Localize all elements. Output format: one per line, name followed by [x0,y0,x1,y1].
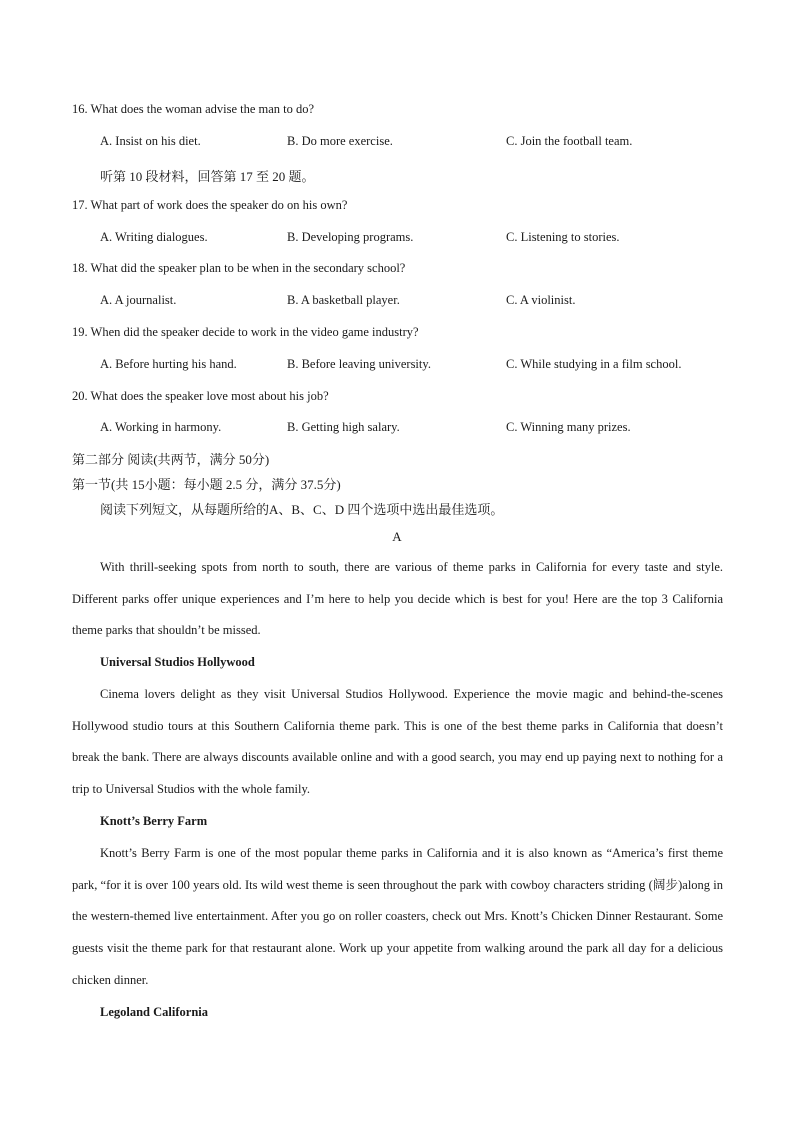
q16-option-b: B. Do more exercise. [287,134,393,148]
q17-option-c: C. Listening to stories. [506,230,620,244]
q19-option-b: B. Before leaving university. [287,357,431,371]
question-18: 18. What did the speaker plan to be when in the secondary school? [72,261,406,275]
part2-title: 第二部分 阅读(共两节，满分 50分) [72,452,270,467]
reading-instruction: 阅读下列短文，从每题所给的A、B、C、D 四个选项中选出最佳选项。 [100,502,504,517]
q17-option-b: B. Developing programs. [287,230,414,244]
park2-title: Knott’s Berry Farm [100,814,208,828]
q19-option-c: C. While studying in a film school. [506,357,682,371]
question-19: 19. When did the speaker decide to work in the video game industry? [72,325,419,339]
q18-option-b: B. A basketball player. [287,293,400,307]
park3-title: Legoland California [100,1005,208,1019]
q18-option-c: C. A violinist. [506,293,576,307]
q20-option-b: B. Getting high salary. [287,420,400,434]
park1-text: Cinema lovers delight as they visit Universal Studios Hollywood. Experience the movie magic and behind-the-scenes Hollywood studio tours at this Southern California theme park. This is one of the best theme parks in California that doesn’t break the bank. There are always discounts available online and with a good search, you may end up paying next to nothing for a trip to Universal Studios with the whole family. [72,687,723,797]
question-20: 20. What does the speaker love most about his job? [72,389,329,403]
q16-option-c: C. Join the football team. [506,134,633,148]
intro-paragraph [72,552,723,647]
q16-option-a: A. Insist on his diet. [100,134,201,148]
q19-option-a: A. Before hurting his hand. [100,357,237,371]
intro-text: With thrill-seeking spots from north to south, there are various of theme parks in California for every taste and style. Different parks offer unique experiences and I’m here to help you decide which is best for you! Here are the top 3 California theme parks that shouldn’t be missed. [72,560,723,638]
q17-option-a: A. Writing dialogues. [100,230,208,244]
park2-paragraph [72,838,723,997]
park1-paragraph [72,679,723,806]
q18-option-a: A. A journalist. [100,293,177,307]
park2-text: Knott’s Berry Farm is one of the most popular theme parks in California and it is also known as “America’s first theme park, “for it is over 100 years old. Its wild west theme is seen throughout the park with cowboy characters striding (阔步)along in the western-themed live entertainment. After you go on roller coasters, check out Mrs. Knott’s Chicken Dinner Restaurant. Some guests visit the theme park for that restaurant alone. Work up your appetite from walking around the park all day for a delicious chicken dinner. [72,846,723,987]
passage-label: A [392,529,402,544]
question-16: 16. What does the woman advise the man to do? [72,102,315,116]
question-17: 17. What part of work does the speaker do on his own? [72,198,348,212]
section10-instruction: 听第 10 段材料，回答第 17 至 20 题。 [100,169,315,184]
q20-option-a: A. Working in harmony. [100,420,222,434]
park1-title: Universal Studios Hollywood [100,655,255,669]
q20-option-c: C. Winning many prizes. [506,420,631,434]
section1-title: 第一节(共 15小题：每小题 2.5 分，满分 37.5分) [72,477,341,492]
